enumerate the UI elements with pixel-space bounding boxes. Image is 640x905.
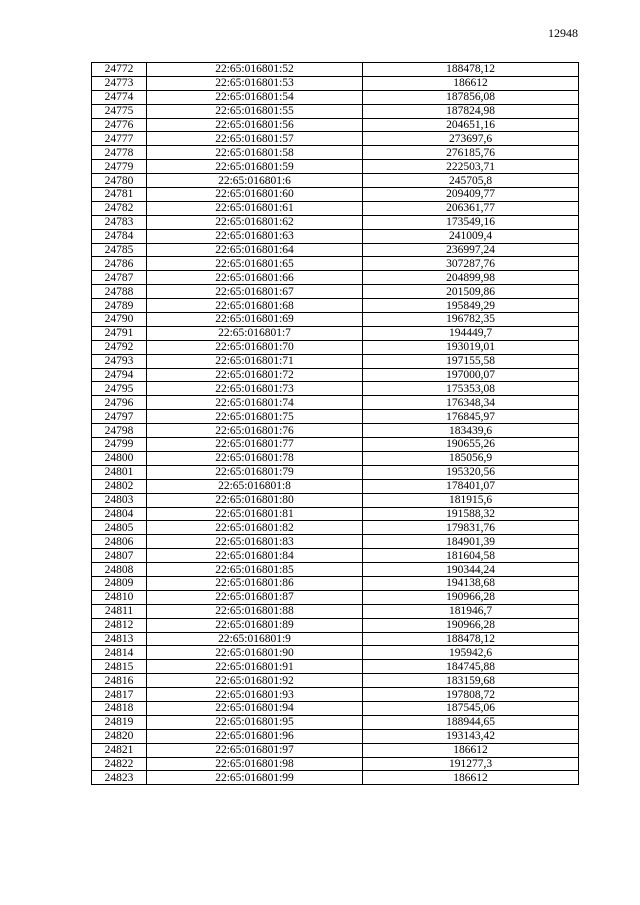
cadastral-number-cell: 22:65:016801:68 bbox=[147, 299, 363, 313]
table-row bbox=[92, 146, 579, 160]
row-number-cell: 24823 bbox=[92, 771, 147, 785]
row-number-cell: 24785 bbox=[92, 243, 147, 257]
value-cell: 241009,4 bbox=[363, 229, 579, 243]
value-cell: 183439,6 bbox=[363, 424, 579, 438]
table-row bbox=[92, 229, 579, 243]
cadastral-number-cell: 22:65:016801:62 bbox=[147, 215, 363, 229]
row-number-cell: 24802 bbox=[92, 479, 147, 493]
value-cell: 178401,07 bbox=[363, 479, 579, 493]
table-row bbox=[92, 160, 579, 174]
cadastral-number-cell: 22:65:016801:70 bbox=[147, 340, 363, 354]
cadastral-number-cell: 22:65:016801:94 bbox=[147, 701, 363, 715]
value-cell: 193019,01 bbox=[363, 340, 579, 354]
value-cell: 190655,26 bbox=[363, 438, 579, 452]
value-cell: 194138,68 bbox=[363, 576, 579, 590]
cadastral-number-cell: 22:65:016801:75 bbox=[147, 410, 363, 424]
row-number-cell: 24774 bbox=[92, 90, 147, 104]
table-row bbox=[92, 576, 579, 590]
table-row bbox=[92, 118, 579, 132]
row-number-cell: 24789 bbox=[92, 299, 147, 313]
value-cell: 197808,72 bbox=[363, 688, 579, 702]
row-number-cell: 24799 bbox=[92, 438, 147, 452]
row-number-cell: 24812 bbox=[92, 618, 147, 632]
cadastral-number-cell: 22:65:016801:91 bbox=[147, 660, 363, 674]
row-number-cell: 24776 bbox=[92, 118, 147, 132]
value-cell: 186612 bbox=[363, 743, 579, 757]
cadastral-number-cell: 22:65:016801:61 bbox=[147, 201, 363, 215]
row-number-cell: 24804 bbox=[92, 507, 147, 521]
table-row bbox=[92, 479, 579, 493]
row-number-cell: 24786 bbox=[92, 257, 147, 271]
table-row bbox=[92, 410, 579, 424]
row-number-cell: 24787 bbox=[92, 271, 147, 285]
value-cell: 191588,32 bbox=[363, 507, 579, 521]
cadastral-number-cell: 22:65:016801:93 bbox=[147, 688, 363, 702]
value-cell: 183159,68 bbox=[363, 674, 579, 688]
row-number-cell: 24806 bbox=[92, 535, 147, 549]
value-cell: 188478,12 bbox=[363, 63, 579, 77]
value-cell: 204899,98 bbox=[363, 271, 579, 285]
value-cell: 236997,24 bbox=[363, 243, 579, 257]
table-row bbox=[92, 63, 579, 77]
table-row bbox=[92, 313, 579, 327]
cadastral-number-cell: 22:65:016801:67 bbox=[147, 285, 363, 299]
table-row bbox=[92, 299, 579, 313]
value-cell: 187856,08 bbox=[363, 90, 579, 104]
row-number-cell: 24801 bbox=[92, 465, 147, 479]
table-row bbox=[92, 132, 579, 146]
row-number-cell: 24772 bbox=[92, 63, 147, 77]
cadastral-number-cell: 22:65:016801:97 bbox=[147, 743, 363, 757]
table-row bbox=[92, 701, 579, 715]
cadastral-number-cell: 22:65:016801:69 bbox=[147, 313, 363, 327]
value-cell: 197000,07 bbox=[363, 368, 579, 382]
table-row bbox=[92, 757, 579, 771]
value-cell: 186612 bbox=[363, 771, 579, 785]
cadastral-number-cell: 22:65:016801:76 bbox=[147, 424, 363, 438]
cadastral-number-cell: 22:65:016801:66 bbox=[147, 271, 363, 285]
table-row bbox=[92, 76, 579, 90]
row-number-cell: 24800 bbox=[92, 451, 147, 465]
table-row bbox=[92, 493, 579, 507]
table-row bbox=[92, 743, 579, 757]
table-row bbox=[92, 201, 579, 215]
row-number-cell: 24807 bbox=[92, 549, 147, 563]
row-number-cell: 24809 bbox=[92, 576, 147, 590]
table-row bbox=[92, 90, 579, 104]
row-number-cell: 24795 bbox=[92, 382, 147, 396]
value-cell: 185056,9 bbox=[363, 451, 579, 465]
value-cell: 187824,98 bbox=[363, 104, 579, 118]
table-row bbox=[92, 215, 579, 229]
data-table bbox=[91, 62, 579, 785]
row-number-cell: 24815 bbox=[92, 660, 147, 674]
value-cell: 195320,56 bbox=[363, 465, 579, 479]
cadastral-number-cell: 22:65:016801:95 bbox=[147, 715, 363, 729]
row-number-cell: 24792 bbox=[92, 340, 147, 354]
cadastral-number-cell: 22:65:016801:88 bbox=[147, 604, 363, 618]
cadastral-number-cell: 22:65:016801:53 bbox=[147, 76, 363, 90]
cadastral-number-cell: 22:65:016801:60 bbox=[147, 188, 363, 202]
row-number-cell: 24798 bbox=[92, 424, 147, 438]
value-cell: 190966,28 bbox=[363, 618, 579, 632]
row-number-cell: 24818 bbox=[92, 701, 147, 715]
table-row bbox=[92, 424, 579, 438]
value-cell: 184901,39 bbox=[363, 535, 579, 549]
row-number-cell: 24783 bbox=[92, 215, 147, 229]
value-cell: 179831,76 bbox=[363, 521, 579, 535]
table-row bbox=[92, 715, 579, 729]
table-row bbox=[92, 243, 579, 257]
value-cell: 195849,29 bbox=[363, 299, 579, 313]
table-row bbox=[92, 688, 579, 702]
cadastral-number-cell: 22:65:016801:90 bbox=[147, 646, 363, 660]
cadastral-number-cell: 22:65:016801:89 bbox=[147, 618, 363, 632]
row-number-cell: 24781 bbox=[92, 188, 147, 202]
value-cell: 187545,06 bbox=[363, 701, 579, 715]
value-cell: 188944,65 bbox=[363, 715, 579, 729]
table-row bbox=[92, 563, 579, 577]
value-cell: 197155,58 bbox=[363, 354, 579, 368]
value-cell: 222503,71 bbox=[363, 160, 579, 174]
value-cell: 176348,34 bbox=[363, 396, 579, 410]
row-number-cell: 24803 bbox=[92, 493, 147, 507]
cadastral-number-cell: 22:65:016801:71 bbox=[147, 354, 363, 368]
table-row bbox=[92, 354, 579, 368]
cadastral-number-cell: 22:65:016801:98 bbox=[147, 757, 363, 771]
table-row bbox=[92, 771, 579, 785]
value-cell: 245705,8 bbox=[363, 174, 579, 188]
table-row bbox=[92, 104, 579, 118]
row-number-cell: 24794 bbox=[92, 368, 147, 382]
row-number-cell: 24816 bbox=[92, 674, 147, 688]
cadastral-number-cell: 22:65:016801:73 bbox=[147, 382, 363, 396]
row-number-cell: 24810 bbox=[92, 590, 147, 604]
value-cell: 206361,77 bbox=[363, 201, 579, 215]
table-row bbox=[92, 285, 579, 299]
cadastral-number-cell: 22:65:016801:82 bbox=[147, 521, 363, 535]
value-cell: 190344,24 bbox=[363, 563, 579, 577]
value-cell: 276185,76 bbox=[363, 146, 579, 160]
table-row bbox=[92, 507, 579, 521]
value-cell: 173549,16 bbox=[363, 215, 579, 229]
value-cell: 190966,28 bbox=[363, 590, 579, 604]
cadastral-number-cell: 22:65:016801:63 bbox=[147, 229, 363, 243]
table-row bbox=[92, 729, 579, 743]
cadastral-number-cell: 22:65:016801:59 bbox=[147, 160, 363, 174]
cadastral-number-cell: 22:65:016801:84 bbox=[147, 549, 363, 563]
cadastral-number-cell: 22:65:016801:64 bbox=[147, 243, 363, 257]
row-number-cell: 24782 bbox=[92, 201, 147, 215]
cadastral-number-cell: 22:65:016801:57 bbox=[147, 132, 363, 146]
cadastral-number-cell: 22:65:016801:77 bbox=[147, 438, 363, 452]
row-number-cell: 24822 bbox=[92, 757, 147, 771]
cadastral-number-cell: 22:65:016801:55 bbox=[147, 104, 363, 118]
cadastral-number-cell: 22:65:016801:54 bbox=[147, 90, 363, 104]
value-cell: 307287,76 bbox=[363, 257, 579, 271]
cadastral-number-cell: 22:65:016801:86 bbox=[147, 576, 363, 590]
table-body bbox=[92, 63, 579, 785]
row-number-cell: 24790 bbox=[92, 313, 147, 327]
value-cell: 194449,7 bbox=[363, 326, 579, 340]
value-cell: 186612 bbox=[363, 76, 579, 90]
table-row bbox=[92, 674, 579, 688]
table-row bbox=[92, 521, 579, 535]
cadastral-number-cell: 22:65:016801:80 bbox=[147, 493, 363, 507]
value-cell: 181604,58 bbox=[363, 549, 579, 563]
table-row bbox=[92, 632, 579, 646]
table-row bbox=[92, 618, 579, 632]
row-number-cell: 24791 bbox=[92, 326, 147, 340]
table-row bbox=[92, 465, 579, 479]
table-row bbox=[92, 646, 579, 660]
row-number-cell: 24780 bbox=[92, 174, 147, 188]
value-cell: 209409,77 bbox=[363, 188, 579, 202]
cadastral-number-cell: 22:65:016801:96 bbox=[147, 729, 363, 743]
cadastral-number-cell: 22:65:016801:81 bbox=[147, 507, 363, 521]
cadastral-number-cell: 22:65:016801:85 bbox=[147, 563, 363, 577]
table-row bbox=[92, 451, 579, 465]
table-row bbox=[92, 382, 579, 396]
cadastral-number-cell: 22:65:016801:72 bbox=[147, 368, 363, 382]
value-cell: 176845,97 bbox=[363, 410, 579, 424]
value-cell: 175353,08 bbox=[363, 382, 579, 396]
value-cell: 181915,6 bbox=[363, 493, 579, 507]
value-cell: 273697,6 bbox=[363, 132, 579, 146]
table-row bbox=[92, 326, 579, 340]
cadastral-number-cell: 22:65:016801:6 bbox=[147, 174, 363, 188]
row-number-cell: 24784 bbox=[92, 229, 147, 243]
table-row bbox=[92, 340, 579, 354]
table-row bbox=[92, 438, 579, 452]
value-cell: 195942,6 bbox=[363, 646, 579, 660]
value-cell: 188478,12 bbox=[363, 632, 579, 646]
cadastral-number-cell: 22:65:016801:52 bbox=[147, 63, 363, 77]
row-number-cell: 24796 bbox=[92, 396, 147, 410]
row-number-cell: 24778 bbox=[92, 146, 147, 160]
cadastral-number-cell: 22:65:016801:58 bbox=[147, 146, 363, 160]
cadastral-number-cell: 22:65:016801:7 bbox=[147, 326, 363, 340]
table-row bbox=[92, 590, 579, 604]
cadastral-number-cell: 22:65:016801:74 bbox=[147, 396, 363, 410]
value-cell: 191277,3 bbox=[363, 757, 579, 771]
cadastral-number-cell: 22:65:016801:8 bbox=[147, 479, 363, 493]
table-row bbox=[92, 271, 579, 285]
value-cell: 201509,86 bbox=[363, 285, 579, 299]
cadastral-number-cell: 22:65:016801:87 bbox=[147, 590, 363, 604]
value-cell: 184745,88 bbox=[363, 660, 579, 674]
row-number-cell: 24793 bbox=[92, 354, 147, 368]
value-cell: 181946,7 bbox=[363, 604, 579, 618]
table-row bbox=[92, 257, 579, 271]
row-number-cell: 24788 bbox=[92, 285, 147, 299]
value-cell: 204651,16 bbox=[363, 118, 579, 132]
row-number-cell: 24813 bbox=[92, 632, 147, 646]
value-cell: 193143,42 bbox=[363, 729, 579, 743]
table-row bbox=[92, 188, 579, 202]
table-row bbox=[92, 549, 579, 563]
table-row bbox=[92, 535, 579, 549]
row-number-cell: 24775 bbox=[92, 104, 147, 118]
row-number-cell: 24814 bbox=[92, 646, 147, 660]
row-number-cell: 24811 bbox=[92, 604, 147, 618]
table-row bbox=[92, 660, 579, 674]
cadastral-number-cell: 22:65:016801:79 bbox=[147, 465, 363, 479]
value-cell: 196782,35 bbox=[363, 313, 579, 327]
cadastral-number-cell: 22:65:016801:99 bbox=[147, 771, 363, 785]
cadastral-number-cell: 22:65:016801:92 bbox=[147, 674, 363, 688]
row-number-cell: 24797 bbox=[92, 410, 147, 424]
row-number-cell: 24777 bbox=[92, 132, 147, 146]
table-row bbox=[92, 396, 579, 410]
row-number-cell: 24773 bbox=[92, 76, 147, 90]
table-row bbox=[92, 174, 579, 188]
cadastral-number-cell: 22:65:016801:83 bbox=[147, 535, 363, 549]
row-number-cell: 24820 bbox=[92, 729, 147, 743]
table-row bbox=[92, 368, 579, 382]
cadastral-number-cell: 22:65:016801:56 bbox=[147, 118, 363, 132]
cadastral-number-cell: 22:65:016801:65 bbox=[147, 257, 363, 271]
row-number-cell: 24817 bbox=[92, 688, 147, 702]
table-row bbox=[92, 604, 579, 618]
cadastral-number-cell: 22:65:016801:9 bbox=[147, 632, 363, 646]
row-number-cell: 24779 bbox=[92, 160, 147, 174]
cadastral-number-cell: 22:65:016801:78 bbox=[147, 451, 363, 465]
page-number: 12948 bbox=[548, 26, 578, 40]
row-number-cell: 24821 bbox=[92, 743, 147, 757]
row-number-cell: 24805 bbox=[92, 521, 147, 535]
row-number-cell: 24808 bbox=[92, 563, 147, 577]
row-number-cell: 24819 bbox=[92, 715, 147, 729]
